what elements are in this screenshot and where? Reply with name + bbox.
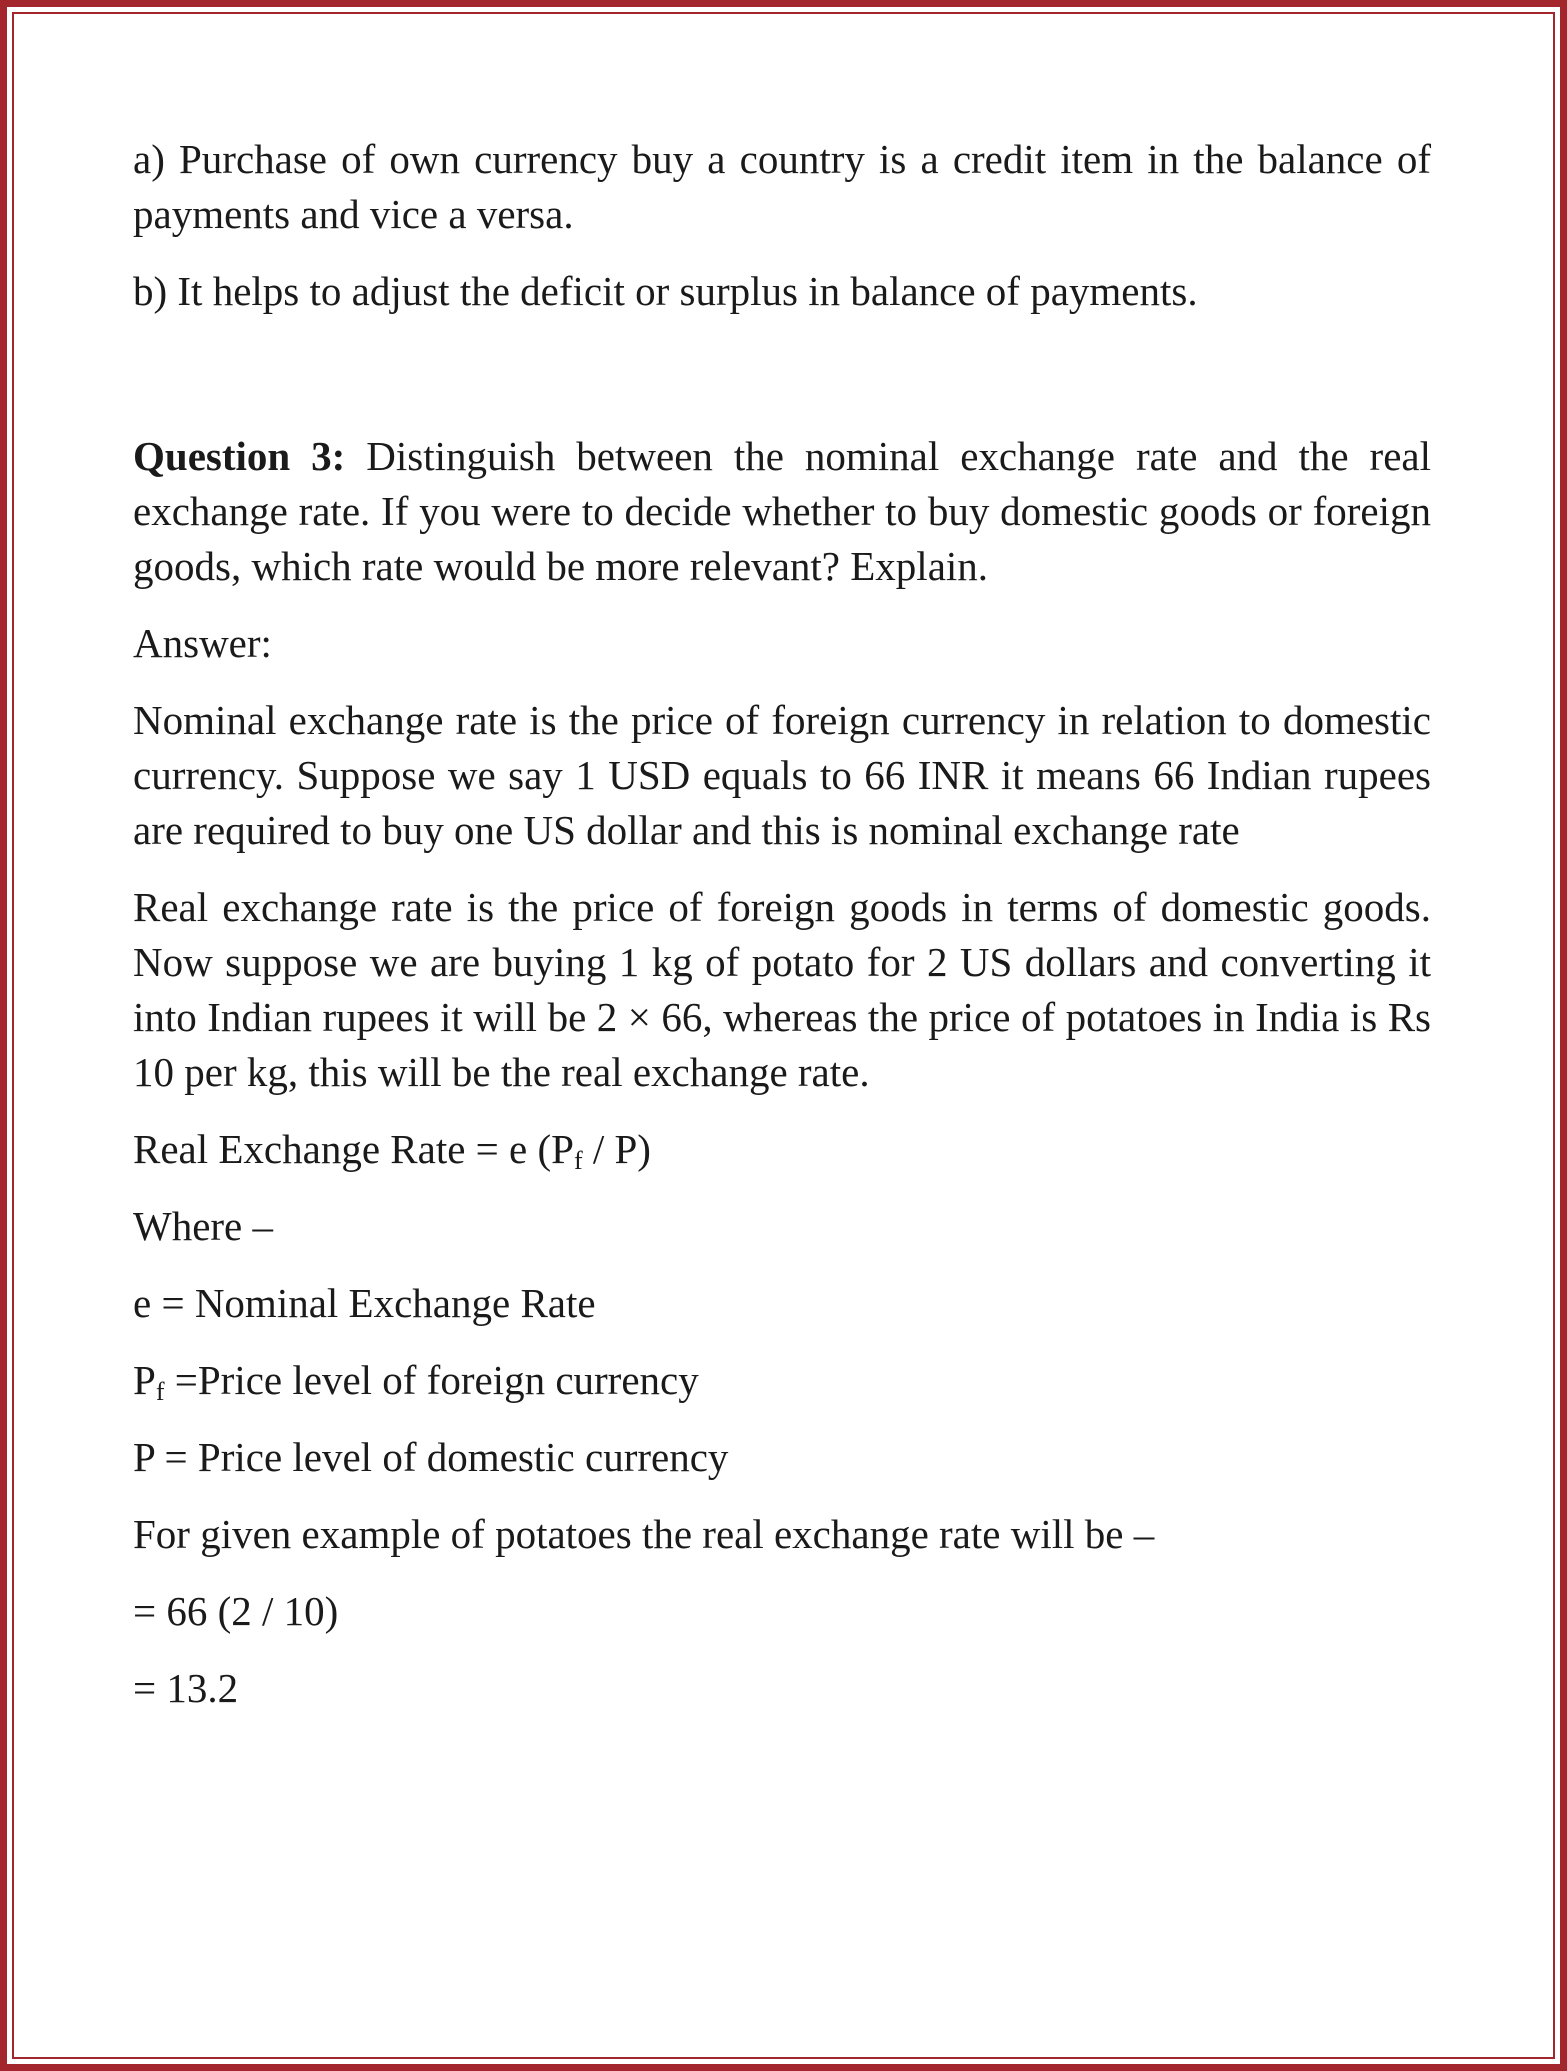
definition-pf-rest: =Price level of foreign currency (164, 1357, 699, 1403)
nominal-paragraph: Nominal exchange rate is the price of foreign currency in relation to domestic currency. Suppose we say 1 USD equals to 66 INR it means 66 Indian rupees are required to buy one US dollar and this is nominal exchange rate (133, 697, 1431, 853)
point-b: b) It helps to adjust the deficit or surplus in balance of payments. (133, 268, 1198, 314)
formula-line (133, 1122, 1431, 1177)
definition-pf-main: P (133, 1357, 156, 1403)
definition-p: P = Price level of domestic currency (133, 1434, 729, 1480)
definition-pf (133, 1353, 1431, 1408)
point-a: a) Purchase of own currency buy a country is a credit item in the balance of payments and vice a versa. (133, 136, 1431, 237)
definition-pf-sub: f (155, 1377, 165, 1406)
question-text: Distinguish between the nominal exchange rate and the real exchange rate. If you were to decide whether to buy domestic goods or foreign goods, which rate would be more relevant? Explain. (133, 433, 1431, 589)
formula-rhs: / P) (582, 1126, 651, 1172)
example-step-1: = 66 (2 / 10) (133, 1588, 339, 1634)
document-body (133, 132, 1431, 1738)
definition-e: e = Nominal Exchange Rate (133, 1280, 596, 1326)
formula-sub: f (573, 1146, 583, 1175)
question-label: Question 3: (133, 433, 346, 479)
real-paragraph: Real exchange rate is the price of foreign goods in terms of domestic goods. Now suppose we are buying 1 kg of potato for 2 US dollars and converting it into Indian rupees it will be 2 × 66, whereas the price of potatoes in India is Rs 10 per kg, this will be the real exchange rate. (133, 884, 1431, 1095)
question-3 (133, 429, 1431, 594)
example-intro: For given example of potatoes the real exchange rate will be – (133, 1511, 1155, 1557)
where-label: Where – (133, 1203, 273, 1249)
answer-label: Answer: (133, 620, 272, 666)
example-step-2: = 13.2 (133, 1665, 239, 1711)
formula-lhs: Real Exchange Rate = e (P (133, 1126, 574, 1172)
